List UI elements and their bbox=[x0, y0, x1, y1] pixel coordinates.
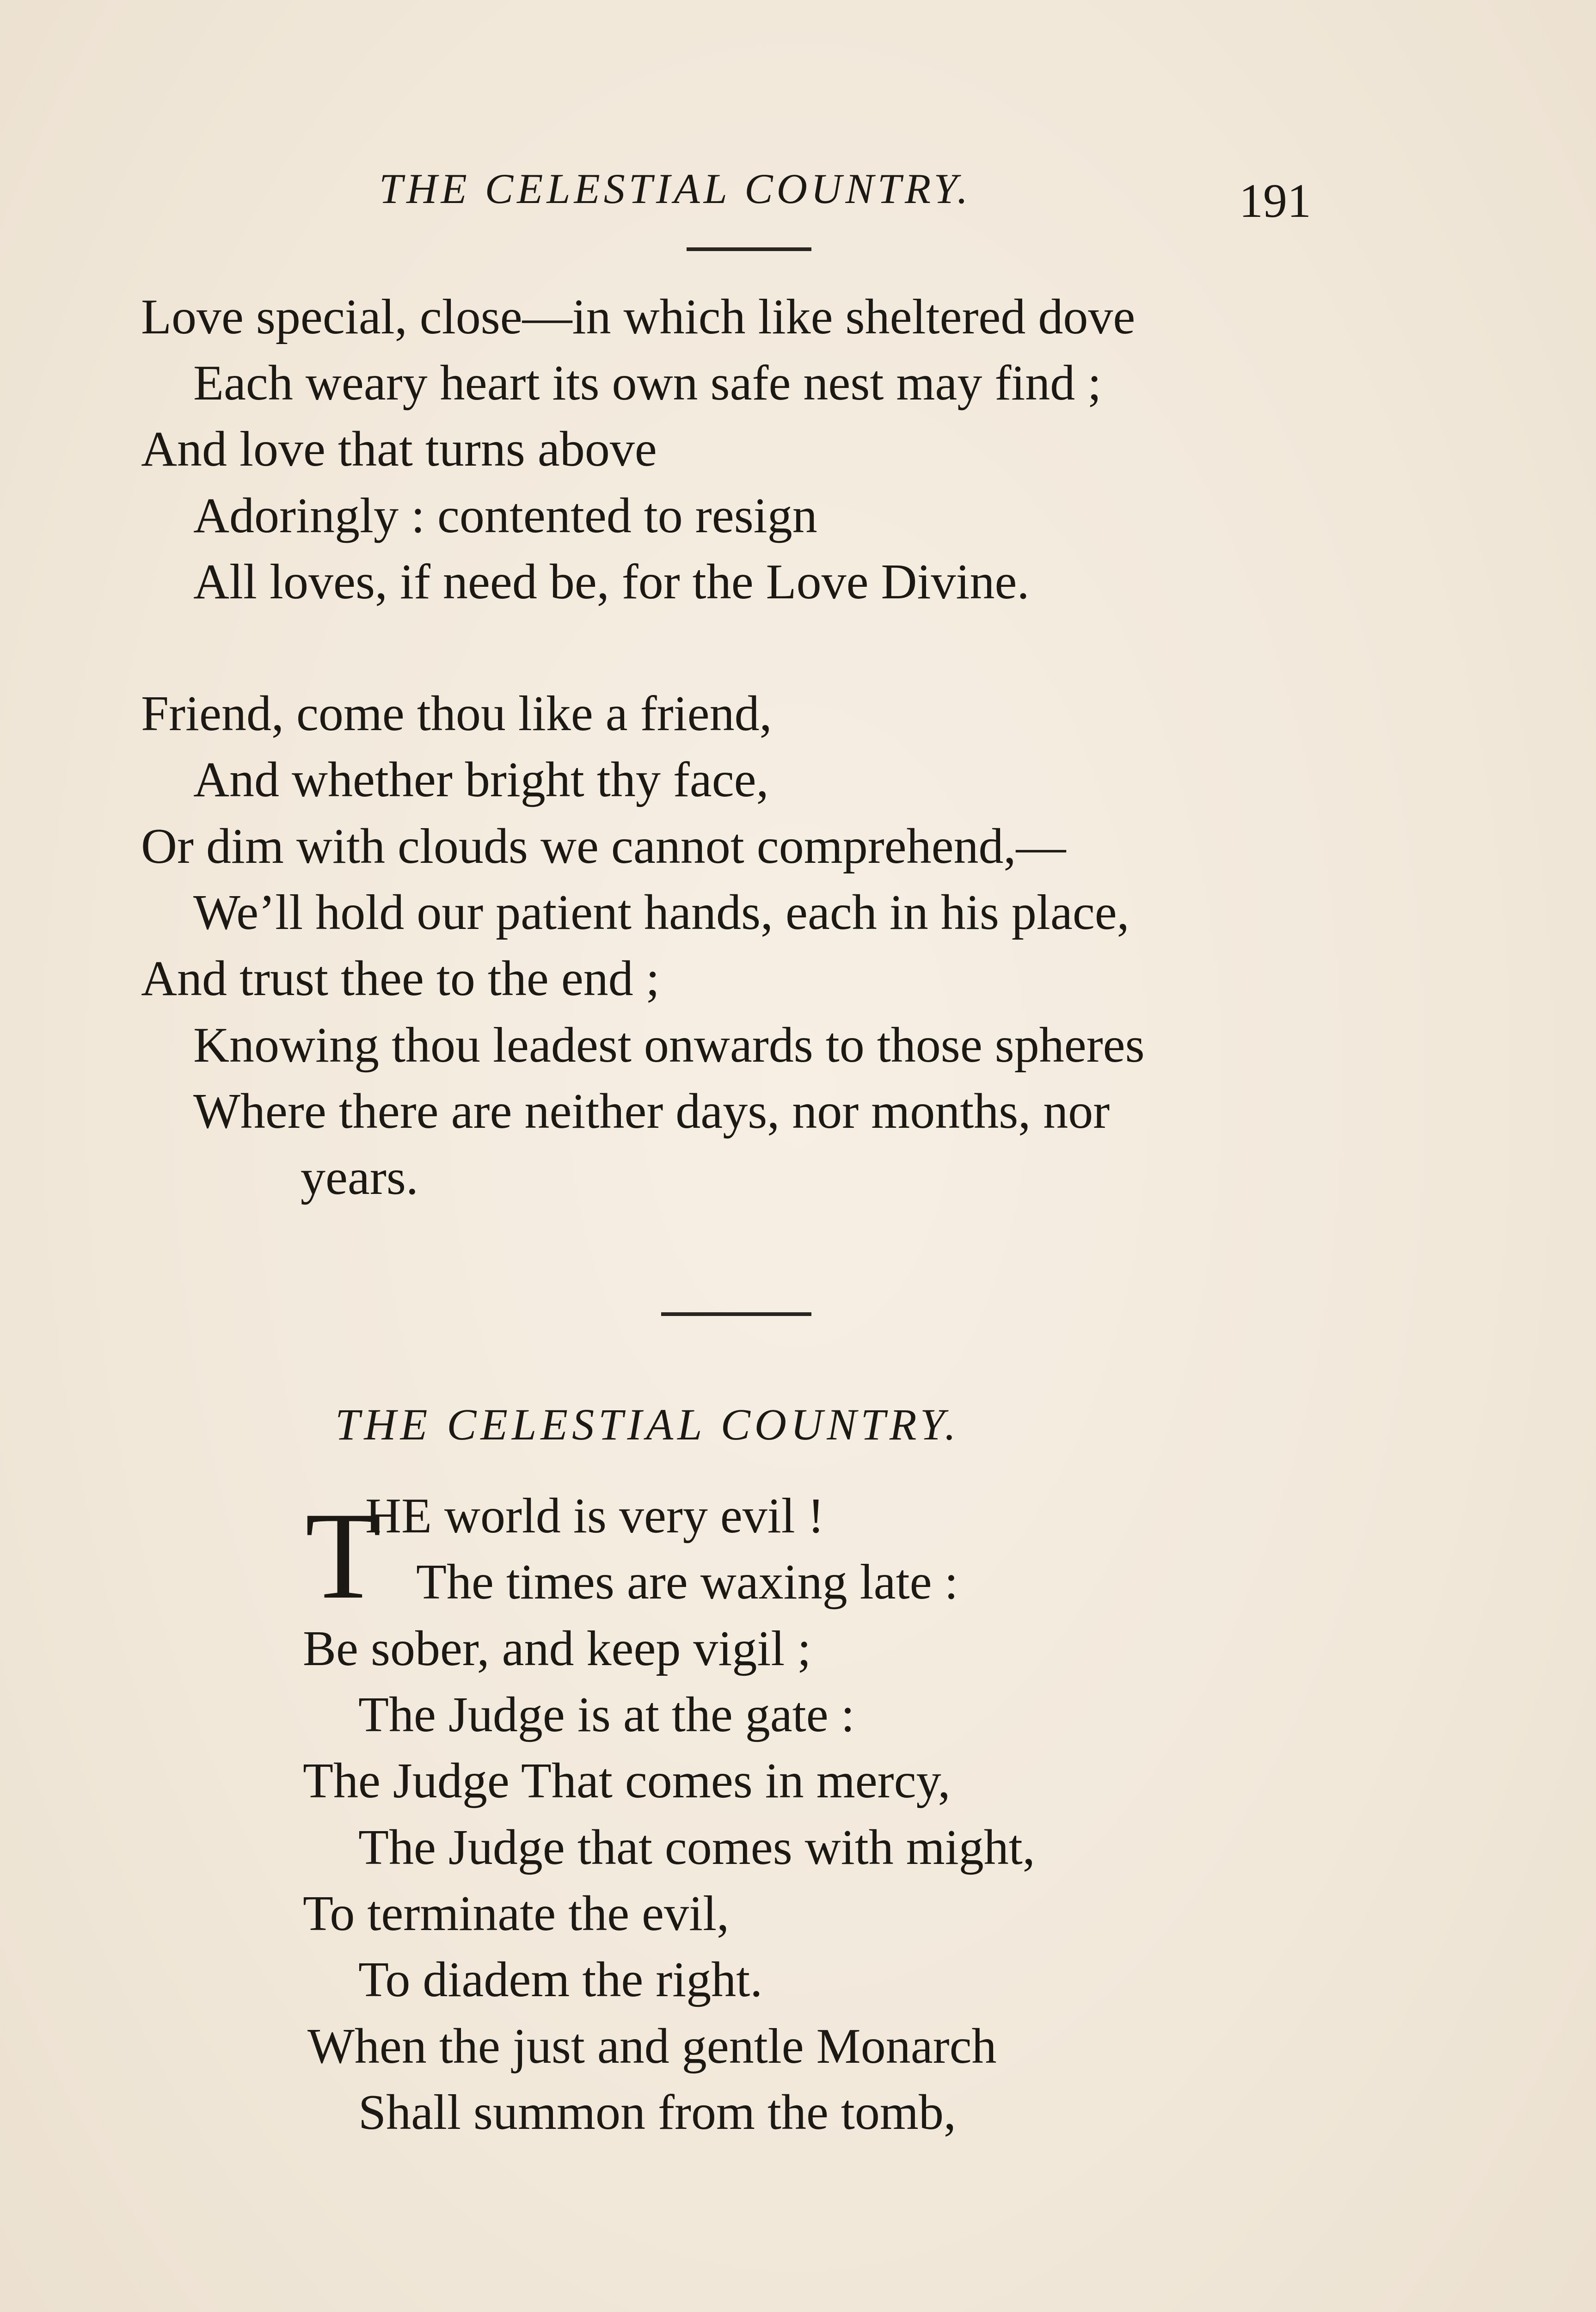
poem-line: And love that turns above bbox=[141, 422, 657, 477]
poem-line: Shall summon from the tomb, bbox=[358, 2085, 956, 2140]
poem-line: When the just and gentle Monarch bbox=[307, 2019, 997, 2074]
poem-line: The Judge That comes in mercy, bbox=[303, 1753, 951, 1808]
poem-line: And trust thee to the end ; bbox=[141, 951, 660, 1006]
poem-line: Be sober, and keep vigil ; bbox=[303, 1621, 811, 1676]
poem-line: years. bbox=[301, 1150, 418, 1205]
header-rule bbox=[687, 247, 811, 251]
poem-line: Friend, come thou like a friend, bbox=[141, 686, 772, 741]
poem-line: And whether bright thy face, bbox=[193, 752, 769, 807]
poem-title: THE CELESTIAL COUNTRY. bbox=[335, 1400, 960, 1449]
page-number: 191 bbox=[1239, 174, 1311, 228]
poem-line: Love special, close—in which like sheltered dove bbox=[141, 289, 1136, 344]
poem-line: Or dim with clouds we cannot comprehend,— bbox=[141, 819, 1066, 874]
poem-line: Knowing thou leadest onwards to those spheres bbox=[193, 1018, 1145, 1073]
poem-line: We’ll hold our patient hands, each in his place, bbox=[193, 885, 1129, 940]
poem-line: To diadem the right. bbox=[358, 1952, 763, 2007]
poem-line: Each weary heart its own safe nest may find ; bbox=[193, 356, 1102, 411]
poem-line: The Judge is at the gate : bbox=[358, 1687, 855, 1742]
poem-line: Adoringly : contented to resign bbox=[193, 488, 817, 543]
section-divider bbox=[661, 1312, 811, 1316]
running-title: THE CELESTIAL COUNTRY. bbox=[379, 165, 972, 212]
poem-line: The times are waxing late : bbox=[416, 1555, 958, 1610]
poem-line: The Judge that comes with might, bbox=[358, 1820, 1035, 1875]
poem-line: Where there are neither days, nor months, nor bbox=[193, 1084, 1110, 1139]
poem-line: All loves, if need be, for the Love Divine. bbox=[193, 554, 1030, 609]
drop-cap: T bbox=[305, 1487, 381, 1625]
poem-line: HE world is very evil ! bbox=[365, 1488, 824, 1543]
poem-line: To terminate the evil, bbox=[303, 1886, 730, 1941]
